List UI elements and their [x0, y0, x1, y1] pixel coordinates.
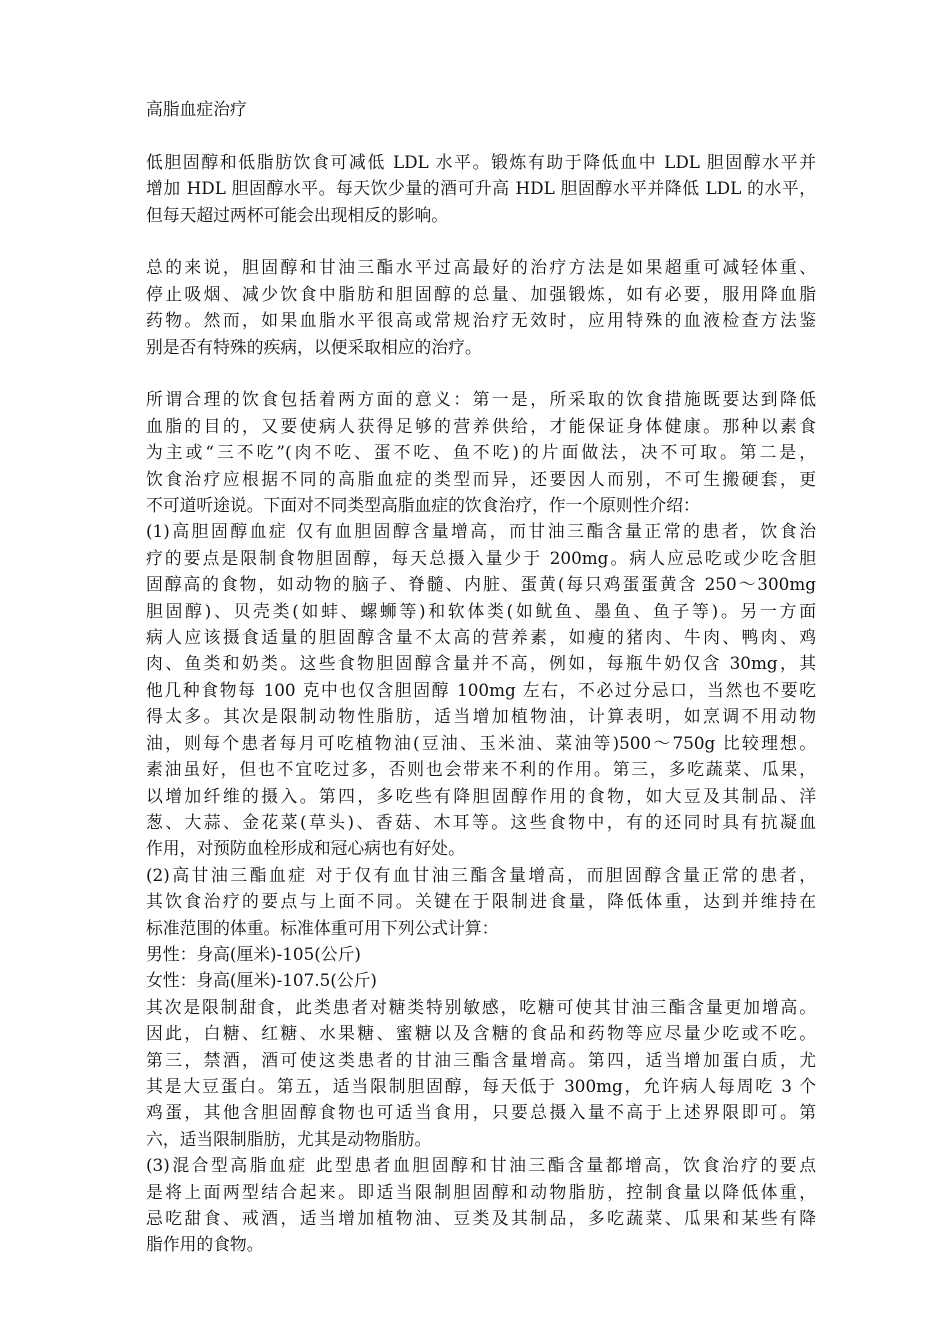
text-line: 低胆固醇和低脂肪饮食可减低 LDL 水平。锻炼有助于降低血中 LDL 胆固醇水平并: [146, 151, 816, 172]
formula-male: [146, 941, 816, 967]
text-line: 所谓合理的饮食包括着两方面的意义：第一是，所采取的饮食措施既要达到降低: [146, 389, 816, 410]
paragraph-ldl-hdl: [146, 149, 816, 228]
text-line: 女性：身高(厘米)-107.5(公斤): [146, 970, 377, 991]
text-line: 忌吃甜食、戒酒，适当增加植物油、豆类及其制品，多吃蔬菜、瓜果和某些有降: [146, 1208, 816, 1229]
text-line: 其次是限制甜食，此类患者对糖类特别敏感，吃糖可使其甘油三酯含量更加增高。: [146, 996, 816, 1017]
text-line: 但每天超过两杯可能会出现相反的影响。: [146, 204, 449, 225]
document-title: 高脂血症治疗: [146, 99, 247, 119]
paragraph-sugar-restriction: [146, 994, 816, 1152]
text-line: 标准范围的体重。标准体重可用下列公式计算：: [146, 917, 499, 938]
text-line: (3)混合型高脂血症 此型患者血胆固醇和甘油三酯含量都增高，饮食治疗的要点: [146, 1155, 816, 1176]
text-line: 六，适当限制脂肪，尤其是动物脂肪。: [146, 1128, 432, 1149]
text-line: (1)高胆固醇血症 仅有血胆固醇含量增高，而甘油三酯含量正常的患者，饮食治: [146, 521, 816, 542]
text-line: 疗的要点是限制食物胆固醇，每天总摄入量少于 200mg。病人应忌吃或少吃含胆: [146, 547, 816, 568]
text-line: (2)高甘油三酯血症 对于仅有血甘油三酯含量增高，而胆固醇含量正常的患者，: [146, 864, 816, 885]
text-line: 鸡蛋，其他含胆固醇食物也可适当食用，只要总摄入量不高于上述界限即可。第: [146, 1102, 816, 1123]
text-line: 不可道听途说。下面对不同类型高脂血症的饮食治疗，作一个原则性介绍：: [146, 495, 700, 516]
text-line: 血脂的目的，又要使病人获得足够的营养供给，才能保证身体健康。那种以素食: [146, 415, 816, 436]
text-line: 葱、大蒜、金花菜(草头)、香菇、木耳等。这些食物中，有的还同时具有抗凝血: [146, 811, 816, 832]
text-line: 得太多。其次是限制动物性脂肪，适当增加植物油，计算表明，如烹调不用动物: [146, 706, 816, 727]
paragraph-spacer: [146, 228, 816, 254]
text-line: 脂作用的食物。: [146, 1234, 264, 1255]
text-line: 饮食治疗应根据不同的高脂血症的类型而异，还要因人而别，不可生搬硬套，更: [146, 468, 816, 489]
paragraph-summary: [146, 254, 816, 360]
text-line: 因此，白糖、红糖、水果糖、蜜糖以及含糖的食品和药物等应尽量少吃或不吃。: [146, 1023, 816, 1044]
text-line: 其饮食治疗的要点与上面不同。关键在于限制进食量，降低体重，达到并维持在: [146, 891, 816, 912]
formula-female: [146, 967, 816, 993]
text-line: 胆固醇)、贝壳类(如蚌、螺蛳等)和软体类(如鱿鱼、墨鱼、鱼子等)。另一方面: [146, 600, 816, 621]
document-body: [146, 96, 816, 1258]
text-line: 以增加纤维的摄入。第四，多吃些有降胆固醇作用的食物，如大豆及其制品、洋: [146, 785, 816, 806]
paragraph-reasonable-diet: [146, 386, 816, 518]
text-line: 素油虽好，但也不宜吃过多，否则也会带来不利的作用。第三，多吃蔬菜、瓜果，: [146, 759, 816, 780]
text-line: 油，则每个患者每月可吃植物油(豆油、玉米油、菜油等)500～750g 比较理想。: [146, 732, 816, 753]
text-line: 为主或“三不吃”(肉不吃、蛋不吃、鱼不吃)的片面做法，决不可取。第二是，: [146, 442, 816, 463]
text-line: 是将上面两型结合起来。即适当限制胆固醇和动物脂肪，控制食量以降低体重，: [146, 1181, 816, 1202]
text-line: 他几种食物每 100 克中也仅含胆固醇 100mg 左右，不必过分忌口，当然也不要吃: [146, 679, 816, 700]
text-line: 药物。然而，如果血脂水平很高或常规治疗无效时，应用特殊的血液检查方法鉴: [146, 310, 816, 331]
text-line: 第三，禁酒，酒可使这类患者的甘油三酯含量增高。第四，适当增加蛋白质，尤: [146, 1049, 816, 1070]
paragraph-hypertriglyceridemia: [146, 862, 816, 941]
text-line: 固醇高的食物，如动物的脑子、脊髓、内脏、蛋黄(每只鸡蛋蛋黄含 250～300mg: [146, 574, 816, 595]
text-line: 其是大豆蛋白。第五，适当限制胆固醇，每天低于 300mg，允许病人每周吃 3 个: [146, 1075, 816, 1096]
text-line: 总的来说，胆固醇和甘油三酯水平过高最好的治疗方法是如果超重可减轻体重、: [146, 257, 816, 278]
text-line: 作用，对预防血栓形成和冠心病也有好处。: [146, 838, 465, 859]
text-line: 肉、鱼类和奶类。这些食物胆固醇含量并不高，例如，每瓶牛奶仅含 30mg，其: [146, 653, 816, 674]
text-line: 增加 HDL 胆固醇水平。每天饮少量的酒可升高 HDL 胆固醇水平并降低 LDL 的水平，: [146, 178, 816, 199]
paragraph-hypercholesterolemia: [146, 518, 816, 861]
paragraph-mixed-hyperlipidemia: [146, 1152, 816, 1258]
text-line: 病人应该摄食适量的胆固醇含量不太高的营养素，如瘦的猪肉、牛肉、鸭肉、鸡: [146, 627, 816, 648]
text-line: 停止吸烟、减少饮食中脂肪和胆固醇的总量、加强锻炼，如有必要，服用降血脂: [146, 283, 816, 304]
text-line: 男性：身高(厘米)-105(公斤): [146, 943, 361, 964]
text-line: 别是否有特殊的疾病，以便采取相应的治疗。: [146, 336, 482, 357]
paragraph-spacer: [146, 360, 816, 386]
